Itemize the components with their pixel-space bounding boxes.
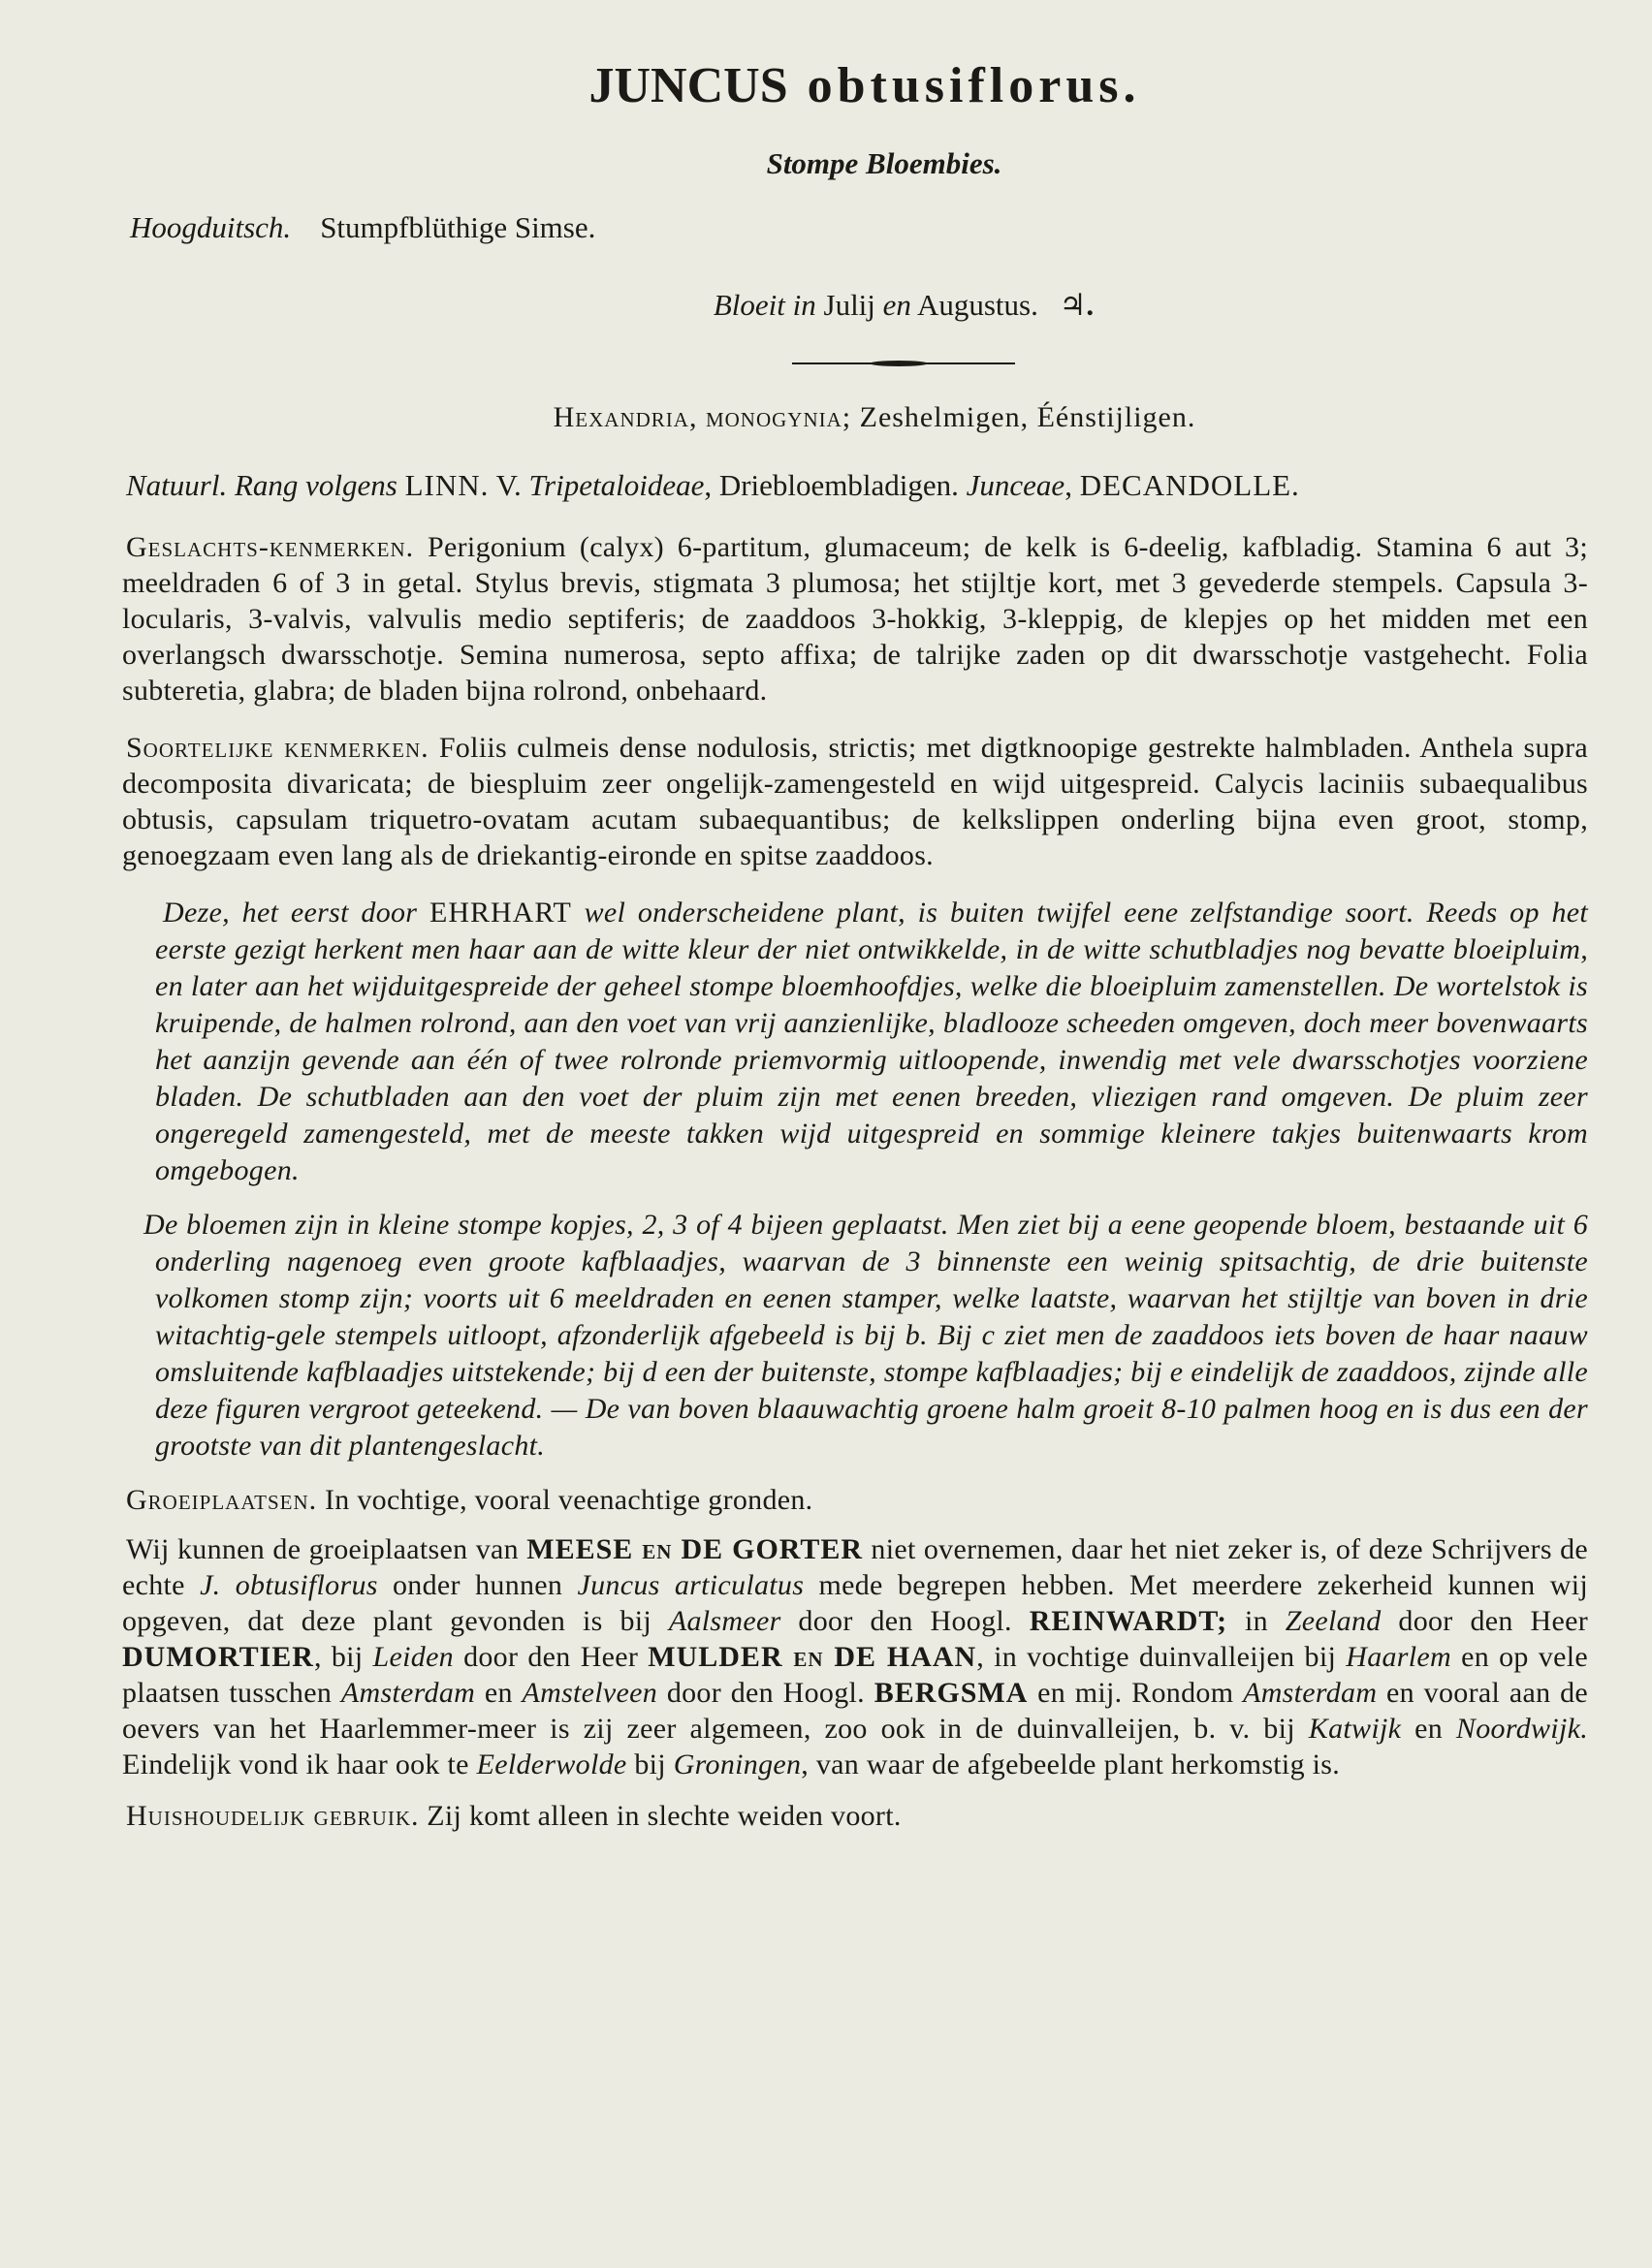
person-name: BERGSMA	[874, 1677, 1029, 1709]
genus-characteristics-text: Perigonium (calyx) 6-partitum, glumaceum; de kelk is 6-deelig, kafbladig. Stamina 6 aut 3; meeldraden 6 of 3 in getal. Stylus brevis, stigmata 3 plumosa; het stijltje kort, met 3 gevederde stempels. Capsula 3-locularis, 3-valvis, valvulis medio septiferis; de zaaddoos 3-hokkig, 3-kleppig, de klepjes op het midden met een overlangsch dwarsschotje. Semina numerosa, septo affixa; de talrijke zaden op dit dwarsschotje vastgehecht. Folia subteretia, glabra; de bladen bijna rolrond, onbehaard.	[122, 531, 1588, 707]
locations-text: en	[475, 1677, 523, 1709]
order-name: monogynia	[705, 401, 842, 433]
classification-line	[122, 394, 1588, 442]
habitats-text: In vochtige, vooral veenachtige gronden.	[324, 1484, 813, 1516]
locations-text: door den Heer	[1381, 1605, 1588, 1637]
habitats-heading: Groeiplaatsen.	[126, 1484, 318, 1516]
place-name: Amsterdam	[1243, 1677, 1378, 1709]
bloom-p3: en	[882, 288, 911, 322]
locations-paragraph	[122, 1531, 1588, 1782]
bloom-p4: Augustus.	[916, 288, 1038, 322]
locations-text: , in vochtige duinvalleijen bij	[976, 1641, 1347, 1673]
bloom-line	[122, 281, 1588, 330]
desc1-b: wel onderscheidene plant, is buiten twijfel eene zelfstandige soort. Reeds op het eerste gezigt herkent men haar aan de witte kleur der niet ontwikkelde, in de witte schutbladjes nog bevatte bloeipluim, en later aan het wijduitgespreide der geheel stompe bloemhoofdjes, welke die bloeipluim zamenstellen. De wortelstok is kruipende, de halmen rolrond, aan den voet van vrij aanzienlijke, bladlooze scheeden omgeven, doch meer bovenwaarts het aanzijn gevende aan één of twee rolronde priemvormig uitloopende, inwendig met vele dwarsschotjes voorziene bladen. De schutbladen aan den voet der pluim zijn met eenen breeden, vliezigen rand omgeven. De pluim zeer ongeregeld zamengesteld, met de meeste takken wijd uitgespreid en sommige kleinere takjes buitenwaarts krom omgebogen.	[155, 897, 1588, 1186]
rank-comma: ,	[1064, 468, 1072, 502]
rank-group-nl: , Driebloembladigen.	[704, 468, 959, 502]
place-name: Juncus articulatus	[577, 1569, 805, 1601]
locations-text: onder hunnen	[377, 1569, 578, 1601]
genus-characteristics-heading: Geslachts-kenmerken.	[126, 531, 415, 563]
place-name: Aalsmeer	[668, 1605, 781, 1637]
locations-text: , van waar de afgebeelde plant herkomstig is.	[801, 1748, 1341, 1780]
german-label: Hoogduitsch.	[130, 210, 292, 244]
german-name-line	[122, 204, 1588, 252]
class-name: Hexandria	[553, 401, 689, 433]
place-name: J. obtusiflorus	[200, 1569, 378, 1601]
rank-label: Natuurl. Rang volgens	[126, 468, 397, 502]
page-title	[122, 47, 1588, 126]
rank-family: Junceae	[966, 468, 1065, 502]
place-name: Amstelveen	[522, 1677, 658, 1709]
locations-text: door den Hoogl.	[657, 1677, 874, 1709]
description-paragraph-2: De bloemen zijn in kleine stompe kopjes, 2, 3 of 4 bijeen geplaatst. Men ziet bij a eene geopende bloem, bestaande uit 6 onderling nagenoeg even groote kafblaadjes, waarvan de 3 binnenste een weinig spitsachtig, de drie buitenste volkomen stomp zijn; voorts uit 6 meeldraden en eenen stamper, welke laatste, waarvan het stijltje van boven in drie witachtig-gele stempels uitloopt, afzonderlijk afgebeeld is bij b. Bij c ziet men de zaaddoos iets boven de haar naauw omsluitende kafblaadjes uitstekende; bij d een der buitenste, stompe kafblaadjes; bij e eindelijk de zaaddoos, zijnde alle deze figuren vergroot geteekend. — De van boven blaauwachtig groene halm groeit 8-10 palmen hoog en is dus een der grootste van dit plantengeslacht.	[143, 1209, 1588, 1462]
person-name: DUMORTIER	[122, 1641, 314, 1673]
locations-text: door den Hoogl.	[780, 1605, 1030, 1637]
description-paragraph-1	[122, 895, 1588, 1189]
place-name: Eelderwolde	[476, 1748, 627, 1780]
person-name: MULDER en DE HAAN	[648, 1641, 977, 1673]
genus-characteristics	[122, 529, 1588, 709]
locations-text: niet overnemen, daar het niet zeker is, of deze Schrijvers de echte	[122, 1533, 1589, 1601]
locations-text: Wij kunnen de groeiplaatsen van	[126, 1533, 527, 1565]
title-species: obtusiflorus.	[807, 58, 1141, 113]
ornamental-divider	[792, 362, 1015, 364]
natural-rank-line	[122, 461, 1588, 510]
locations-text: door den Heer	[453, 1641, 649, 1673]
bloom-p2: Julij	[823, 288, 875, 322]
person-name: MEESE en DE GORTER	[526, 1533, 864, 1565]
locations-text: en mij. Rondom	[1028, 1677, 1244, 1709]
place-name: Zeeland	[1285, 1605, 1382, 1637]
rank-group: Tripetaloideae	[528, 468, 705, 502]
locations-text: mede begrepen hebben. Met meerdere zekerheid kunnen wij opgeven, dat deze plant gevonden is bij	[122, 1569, 1588, 1637]
locations-text: in	[1227, 1605, 1286, 1637]
household-use-text: Zij komt alleen in slechte weiden voort.	[427, 1800, 902, 1832]
person-name: REINWARDT;	[1029, 1605, 1228, 1637]
place-name: Noordwijk.	[1455, 1713, 1588, 1745]
species-characteristics-text: Foliis culmeis dense nodulosis, strictis; met digtknoopige gestrekte halmbladen. Anthela supra decomposita divaricata; de biespluim zeer ongelijk-zamengesteld en wijd uitgespreid. Calycis laciniis subaequalibus obtusis, capsulam triquetro-ovatam acutam subaequantibus; de kelkslippen onderling bijna even groot, stomp, genoegzaam even lang als de driekantig-eironde en spitse zaaddoos.	[122, 732, 1588, 871]
locations-text: Eindelijk vond ik haar ook te	[122, 1748, 477, 1780]
locations-text: en vooral aan de oevers van het Haarlemmer-meer is zij zeer algemeen, zoo ook in de duinvalleijen, b. v. bij	[122, 1677, 1589, 1745]
title-genus: JUNCUS	[588, 58, 788, 113]
perennial-symbol: ♃.	[1059, 288, 1095, 322]
place-name: Groningen	[673, 1748, 802, 1780]
dutch-name: Stompe Bloembies.	[766, 146, 1002, 180]
rank-num: V.	[495, 468, 522, 502]
species-characteristics	[122, 730, 1588, 873]
place-name: Haarlem	[1346, 1641, 1451, 1673]
household-use	[122, 1798, 1588, 1834]
locations-text: , bij	[313, 1641, 373, 1673]
desc1-a: Deze, het eerst door	[163, 897, 418, 929]
german-name: Stumpfblüthige Simse.	[320, 210, 596, 244]
locations-text: bij	[626, 1748, 674, 1780]
place-name: Amsterdam	[340, 1677, 476, 1709]
locations-text: en	[1401, 1713, 1456, 1745]
bloom-p1: Bloeit in	[713, 288, 816, 322]
rank-author: DECANDOLLE.	[1079, 468, 1300, 502]
rank-linn: LINN.	[404, 468, 490, 502]
place-name: Leiden	[372, 1641, 454, 1673]
species-characteristics-heading: Soortelijke kenmerken.	[126, 732, 429, 764]
desc1-author: EHRHART	[429, 897, 572, 929]
place-name: Katwijk	[1308, 1713, 1402, 1745]
class-sep: ,	[688, 401, 698, 433]
locations-text: en op vele plaatsen tusschen	[122, 1641, 1588, 1709]
habitats	[122, 1482, 1588, 1518]
household-use-heading: Huishoudelijk gebruik.	[126, 1800, 420, 1832]
class-dutch: ; Zeshelmigen, Éénstijligen.	[842, 401, 1196, 433]
